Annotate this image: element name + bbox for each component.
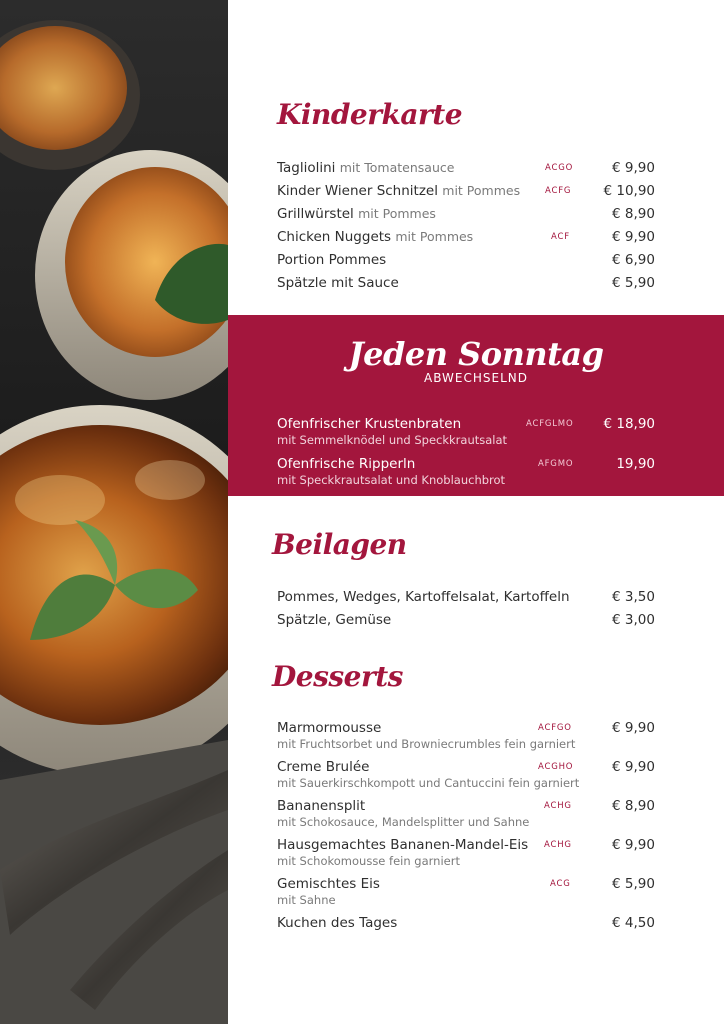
item-price: € 4,50 — [612, 915, 655, 931]
desserts-heading: Desserts — [272, 660, 403, 693]
allergen-code: ACHG — [544, 840, 572, 850]
beilagen-heading: Beilagen — [272, 528, 407, 561]
item-name: Tagliolini — [277, 160, 336, 176]
item-price: € 3,00 — [612, 612, 655, 628]
menu-item — [277, 275, 655, 295]
item-price: € 18,90 — [603, 416, 655, 432]
allergen-code: ACGHO — [538, 762, 574, 772]
item-name: Chicken Nuggets — [277, 229, 392, 245]
item-sub: mit Pommes — [358, 206, 436, 221]
item-name: Creme Brulée — [277, 759, 370, 775]
item-description: mit Schokosauce, Mandelsplitter und Sahne — [277, 815, 530, 829]
item-name: Hausgemachtes Bananen-Mandel-Eis — [277, 837, 529, 853]
item-price: € 5,90 — [612, 275, 655, 291]
item-description: mit Speckkrautsalat und Knoblauchbrot — [277, 473, 506, 487]
menu-item — [277, 915, 655, 935]
item-name: Spätzle mit Sauce — [277, 275, 399, 291]
menu-panel — [228, 0, 724, 1024]
item-price: € 10,90 — [603, 183, 655, 199]
item-name: Grillwürstel — [277, 206, 354, 222]
item-price: € 3,50 — [612, 589, 655, 605]
menu-item — [277, 759, 655, 795]
item-price: € 9,90 — [612, 720, 655, 736]
sunday-subheading: ABWECHSELND — [424, 371, 528, 385]
menu-item — [277, 416, 655, 452]
allergen-code: ACHG — [544, 801, 572, 811]
item-price: 19,90 — [616, 456, 655, 472]
item-description: mit Schokomousse fein garniert — [277, 854, 460, 868]
allergen-code: ACFGLMO — [526, 419, 574, 429]
item-price: € 9,90 — [612, 837, 655, 853]
item-description: mit Semmelknödel und Speckkrautsalat — [277, 433, 508, 447]
item-name: Kuchen des Tages — [277, 915, 398, 931]
item-description: mit Sauerkirschkompott und Cantuccini fein garniert — [277, 776, 580, 790]
item-price: € 6,90 — [612, 252, 655, 268]
menu-item — [277, 206, 655, 226]
menu-item — [277, 837, 655, 873]
item-name: Marmormousse — [277, 720, 382, 736]
menu-item — [277, 160, 655, 180]
menu-item — [277, 876, 655, 912]
allergen-code: ACF — [551, 232, 570, 242]
item-name: Pommes, Wedges, Kartoffelsalat, Kartoffeln — [277, 589, 570, 605]
menu-item — [277, 589, 655, 609]
item-description: mit Sahne — [277, 893, 336, 907]
item-price: € 5,90 — [612, 876, 655, 892]
menu-item — [277, 720, 655, 756]
item-sub: mit Pommes — [442, 183, 521, 198]
item-price: € 9,90 — [612, 759, 655, 775]
sunday-special-band — [228, 315, 724, 496]
dessert-photo — [0, 0, 228, 1024]
menu-item — [277, 612, 655, 632]
item-price: € 9,90 — [612, 160, 655, 176]
allergen-code: AFGMO — [538, 459, 574, 469]
menu-item — [277, 252, 655, 272]
allergen-code: ACG — [550, 879, 571, 889]
allergen-code: ACGO — [545, 163, 574, 173]
allergen-code: ACFG — [545, 186, 572, 196]
allergen-code: ACFGO — [538, 723, 572, 733]
menu-item — [277, 183, 655, 203]
item-price: € 8,90 — [612, 206, 655, 222]
kinderkarte-heading: Kinderkarte — [277, 98, 463, 131]
item-price: € 8,90 — [612, 798, 655, 814]
item-name: Ofenfrische Ripperln — [277, 456, 416, 472]
item-sub: mit Tomatensauce — [339, 160, 455, 175]
item-name: Gemischtes Eis — [277, 876, 380, 892]
item-sub: mit Pommes — [395, 229, 474, 244]
item-name: Spätzle, Gemüse — [277, 612, 392, 628]
item-name: Bananensplit — [277, 798, 366, 814]
item-price: € 9,90 — [612, 229, 655, 245]
item-name: Ofenfrischer Krustenbraten — [277, 416, 462, 432]
menu-item — [277, 456, 655, 492]
menu-item — [277, 798, 655, 834]
sunday-heading: Jeden Sonntag — [348, 335, 604, 373]
item-description: mit Fruchtsorbet und Browniecrumbles fein garniert — [277, 737, 576, 751]
menu-item — [277, 229, 655, 249]
item-name: Kinder Wiener Schnitzel — [277, 183, 438, 199]
item-name: Portion Pommes — [277, 252, 387, 268]
